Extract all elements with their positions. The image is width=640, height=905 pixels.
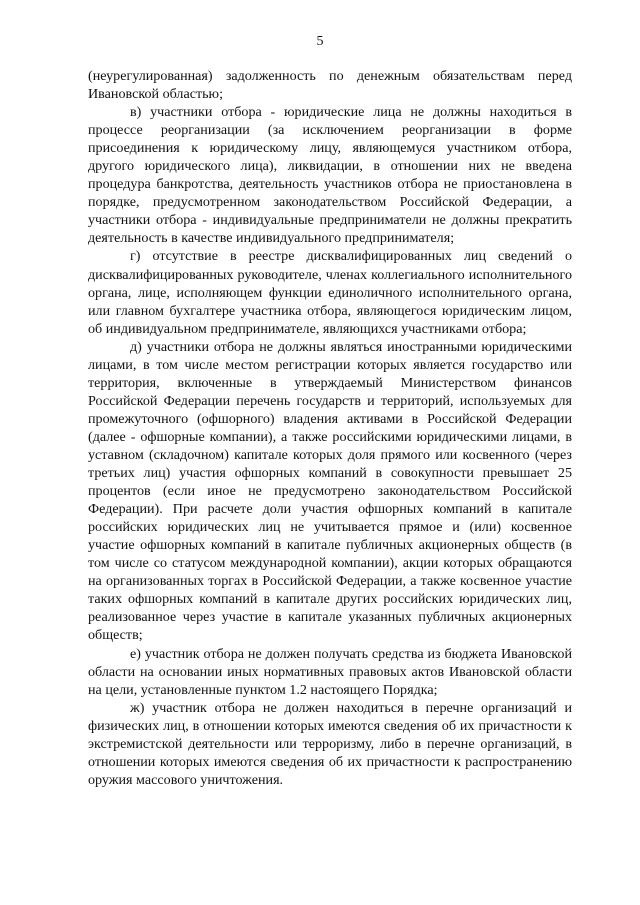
- paragraph-item-g: г) отсутствие в реестре дисквалифицированных лиц сведений о дисквалифицированных руководителе, членах коллегиального исполнительного органа, лице, исполняющем функции единоличного исполнительного органа, или главном бухгалтере участника отбора, являющегося юридическим лицом, об индивидуальном предпринимателе, являющихся участниками отбора;: [88, 248, 572, 337]
- document-body: [88, 67, 572, 789]
- paragraph-item-zh: ж) участник отбора не должен находиться в перечне организаций и физических лиц, в отношении которых имеются сведения об их причастности к экстремистской деятельности или терроризму, либо в перечне организаций, в отношении которых имеются сведения об их причастности к распространению оружия массового уничтожения.: [88, 699, 572, 788]
- paragraph-debt-continuation: (неурегулированная) задолженность по денежным обязательствам перед Ивановской областью;: [88, 68, 572, 103]
- paragraph-item-e: е) участник отбора не должен получать средства из бюджета Ивановской области на основании иных нормативных правовых актов Ивановской области на цели, установленные пунктом 1.2 настоящего Порядка;: [88, 645, 572, 698]
- paragraph-item-d: д) участники отбора не должны являться иностранными юридическими лицами, в том числе местом регистрации которых является государство или территория, включенные в утверждаемый Министерством финансов Российской Федерации перечень государств и территорий, используемых для промежуточного (офшорного) владения активами в Российской Федерации (далее - офшорные компании), а также российскими юридическими лицами, в уставном (складочном) капитале которых доля прямого или косвенного (через третьих лиц) участия офшорных компаний в совокупности превышает 25 процентов (если иное не предусмотрено законодательством Российской Федерации). При расчете доли участия офшорных компаний в капитале российских юридических лиц не учитывается прямое и (или) косвенное участие офшорных компаний в капитале публичных акционерных обществ (в том числе со статусом международной компании), акции которых обращаются на организованных торгах в Российской Федерации, а также косвенное участие таких офшорных компаний в капитале других российских юридических лиц, реализованное через участие в капитале указанных публичных акционерных обществ;: [88, 338, 572, 644]
- paragraph-item-v: в) участники отбора - юридические лица не должны находиться в процессе реорганизации (за исключением реорганизации в форме присоединения к юридическому лицу, являющемуся участником отбора, другого юридического лица), ликвидации, в отношении них не введена процедура банкротства, деятельность участников отбора не приостановлена в порядке, предусмотренном законодательством Российской Федерации, а участники отбора - индивидуальные предприниматели не должны прекратить деятельность в качестве индивидуального предпринимателя;: [88, 104, 572, 247]
- page-number: 5: [316, 34, 324, 49]
